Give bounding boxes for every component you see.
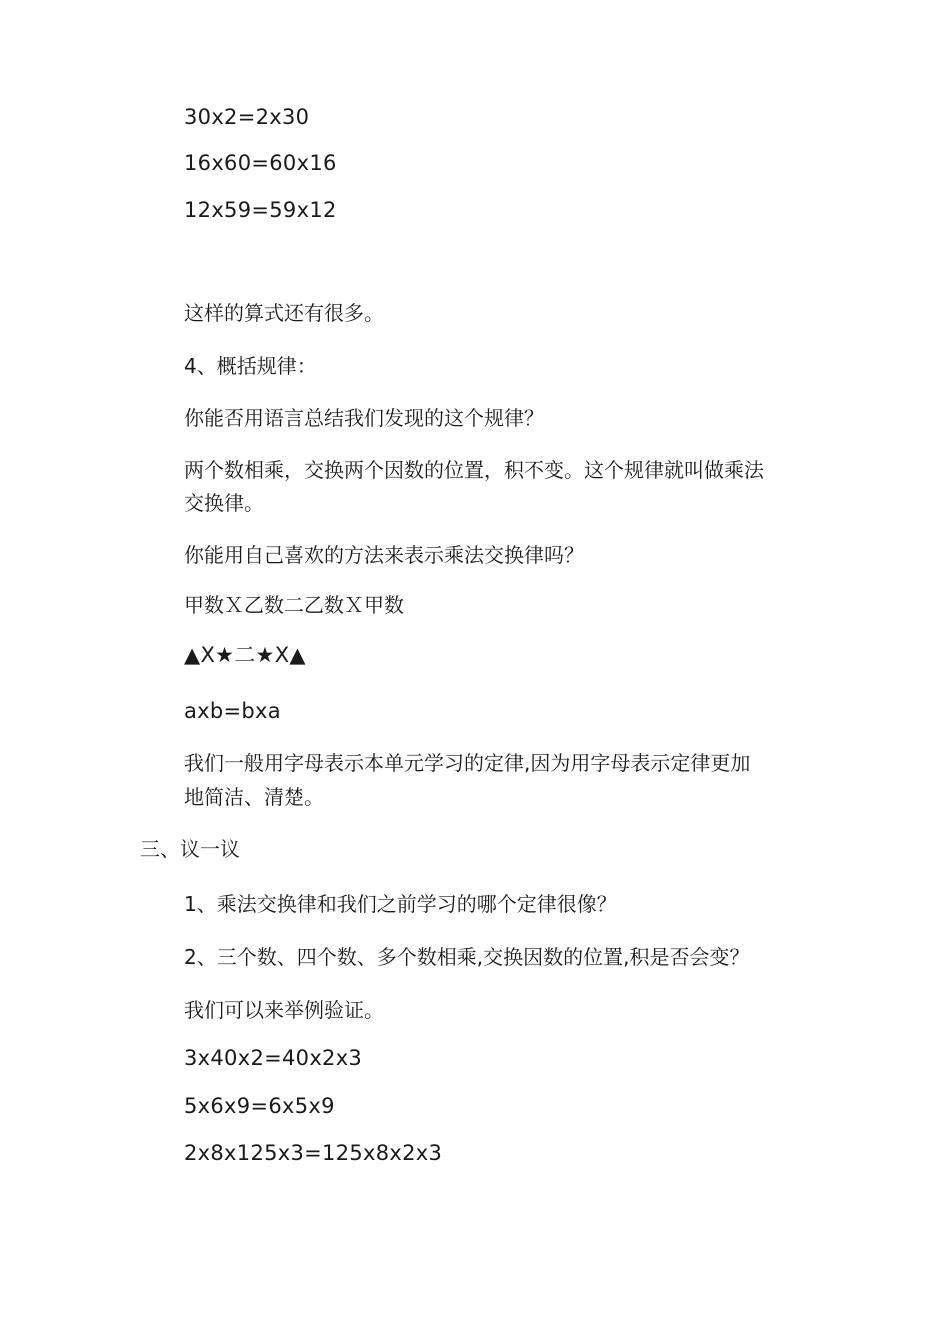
question: 你能用自己喜欢的方法来表示乘法交换律吗？ [184, 543, 584, 567]
equation-line: 5x6x9=6x5x9 [184, 1094, 335, 1118]
note-line-2: 地简洁、清楚。 [184, 785, 324, 809]
step-heading: 4、概括规律： [184, 354, 317, 378]
word-formula: 甲数Ｘ乙数二乙数Ｘ甲数 [184, 593, 404, 617]
section-heading: 三、议一议 [140, 837, 240, 861]
equation-line: 16x60=60x16 [184, 151, 337, 175]
symbol-formula: ▲X★二★X▲ [184, 643, 306, 667]
equation-line: 2x8x125x3=125x8x2x3 [184, 1141, 443, 1165]
rule-line-1: 两个数相乘，交换两个因数的位置，积不变。这个规律就叫做乘法 [184, 458, 764, 482]
equation-line: 12x59=59x12 [184, 198, 337, 222]
paragraph: 我们可以来举例验证。 [184, 998, 384, 1022]
question: 你能否用语言总结我们发现的这个规律？ [184, 406, 544, 430]
letter-formula: axb=bxa [184, 699, 281, 723]
equation-line: 3x40x2=40x2x3 [184, 1046, 363, 1070]
rule-line-2: 交换律。 [184, 491, 264, 515]
equation-line: 30x2=2x30 [184, 105, 310, 129]
note-line-1: 我们一般用字母表示本单元学习的定律,因为用字母表示定律更加 [184, 751, 751, 775]
discussion-item-1: 1、乘法交换律和我们之前学习的哪个定律很像？ [184, 892, 617, 916]
discussion-item-2: 2、三个数、四个数、多个数相乘,交换因数的位置,积是否会变？ [184, 945, 750, 969]
paragraph: 这样的算式还有很多。 [184, 301, 384, 325]
